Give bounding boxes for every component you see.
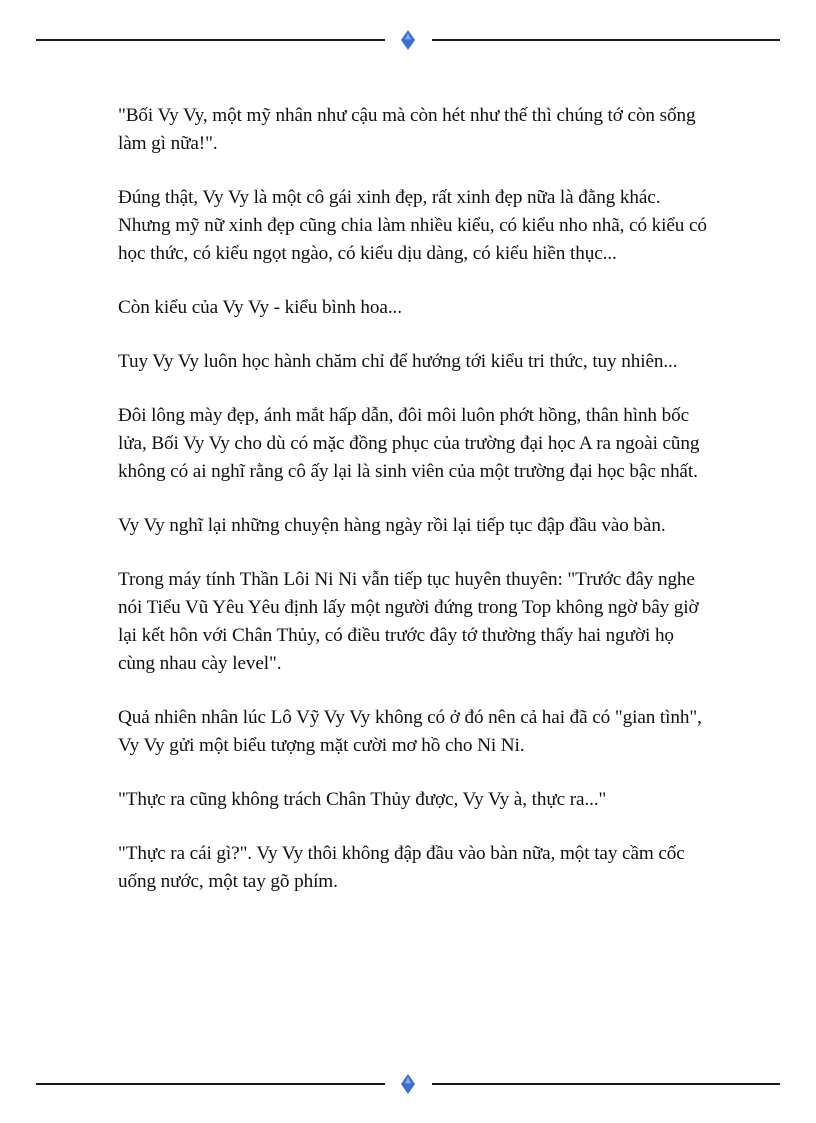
- diamond-icon: [401, 1074, 415, 1094]
- paragraph: Quả nhiên nhân lúc Lô Vỹ Vy Vy không có ở đó nên cả hai đã có "gian tình", Vy Vy gửi một biểu tượng mặt cười mơ hồ cho Ni Ni.: [118, 707, 702, 756]
- top-divider: [36, 30, 780, 50]
- paragraph: Vy Vy nghĩ lại những chuyện hàng ngày rồi lại tiếp tục đập đầu vào bàn.: [118, 515, 666, 536]
- paragraph: Đúng thật, Vy Vy là một cô gái xinh đẹp, rất xinh đẹp nữa là đằng khác. Nhưng mỹ nữ xinh đẹp cũng chia làm nhiều kiểu, có kiểu nho nhã, có kiểu có học thức, có kiểu ngọt ngào, có kiểu dịu dàng, có kiểu hiền thục...: [118, 187, 707, 264]
- paragraph: "Thực ra cũng không trách Chân Thủy được, Vy Vy à, thực ra...": [118, 789, 607, 810]
- paragraph: Đôi lông mày đẹp, ánh mắt hấp dẫn, đôi môi luôn phớt hồng, thân hình bốc lửa, Bối Vy Vy cho dù có mặc đồng phục của trường đại học A ra ngoài cũng không có ai nghĩ rằng cô ấy lại là sinh viên của một trường đại học bậc nhất.: [118, 405, 700, 482]
- paragraph: "Thực ra cái gì?". Vy Vy thôi không đập đầu vào bàn nữa, một tay cầm cốc uống nước, một tay gõ phím.: [118, 843, 685, 892]
- paragraph: Còn kiểu của Vy Vy - kiểu bình hoa...: [118, 297, 402, 318]
- paragraph: "Bối Vy Vy, một mỹ nhân như cậu mà còn hét như thế thì chúng tớ còn sống làm gì nữa!".: [118, 105, 696, 154]
- top-divider-left-rule: [36, 39, 385, 41]
- bottom-divider-left-rule: [36, 1083, 385, 1085]
- diamond-icon: [401, 30, 415, 50]
- bottom-divider: [36, 1074, 780, 1094]
- paragraph: Tuy Vy Vy luôn học hành chăm chỉ để hướng tới kiểu tri thức, tuy nhiên...: [118, 351, 678, 372]
- paragraph: Trong máy tính Thần Lôi Ni Ni vẫn tiếp tục huyên thuyên: "Trước đây nghe nói Tiểu Vũ Yêu Yêu định lấy một người đứng trong Top không ngờ bây giờ lại kết hôn với Chân Thủy, có điều trước đây tớ thường thấy hai người họ cùng nhau cày level".: [118, 569, 699, 674]
- top-divider-right-rule: [432, 39, 780, 41]
- document-body: [118, 102, 708, 922]
- bottom-divider-right-rule: [432, 1083, 780, 1085]
